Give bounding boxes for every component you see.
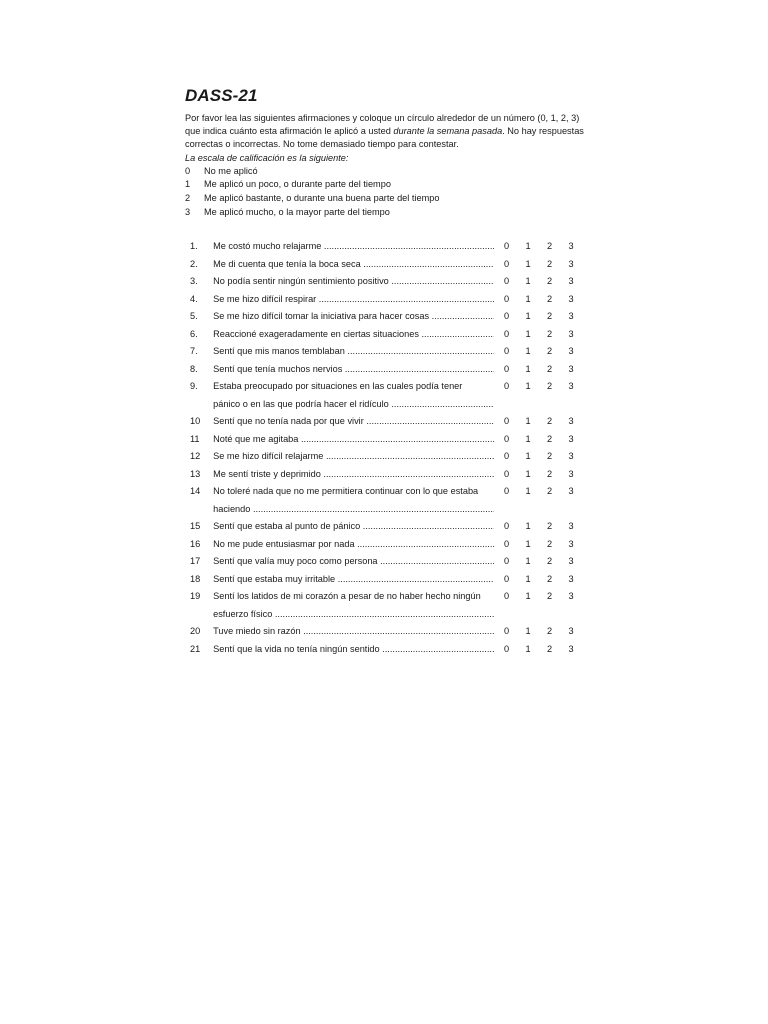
response-options bbox=[504, 413, 590, 431]
question-line: esfuerzo físico ..... bbox=[213, 606, 494, 624]
response-option[interactable]: 3 bbox=[568, 381, 574, 391]
question-line: No toleré nada que no me permitiera continuar con lo que estaba bbox=[213, 486, 479, 496]
question-text bbox=[213, 641, 494, 659]
question-text bbox=[213, 588, 494, 623]
response-option[interactable]: 1 bbox=[525, 556, 531, 566]
question-number: 16 bbox=[190, 538, 201, 549]
response-option[interactable]: 2 bbox=[547, 573, 553, 584]
response-option[interactable]: 0 bbox=[504, 433, 510, 444]
response-option[interactable]: 3 bbox=[568, 451, 574, 461]
question-item bbox=[190, 448, 590, 466]
response-options bbox=[504, 308, 590, 326]
response-option[interactable]: 3 bbox=[568, 363, 574, 374]
response-option[interactable]: 0 bbox=[504, 451, 510, 461]
response-option[interactable]: 2 bbox=[547, 521, 553, 531]
question-item bbox=[190, 413, 590, 431]
response-option[interactable]: 3 bbox=[568, 311, 574, 321]
response-option[interactable]: 3 bbox=[568, 328, 574, 339]
response-option[interactable]: 1 bbox=[525, 486, 531, 496]
question-text bbox=[213, 518, 494, 536]
question-number: 20 bbox=[190, 626, 201, 636]
question-text bbox=[213, 378, 494, 413]
question-number: 11 bbox=[190, 433, 200, 444]
response-option[interactable]: 0 bbox=[504, 311, 510, 321]
instructions-part1: Por favor lea las siguientes afirmaciones y coloque un círculo alrededor de un número (0, 1, 2, 3) que indica cuánto esta afirmación le aplicó a usted bbox=[185, 113, 580, 137]
question-line: Me costó mucho relajarme ..... bbox=[213, 238, 494, 256]
question-item bbox=[190, 588, 590, 623]
response-option[interactable]: 2 bbox=[547, 468, 553, 479]
question-text bbox=[213, 431, 494, 449]
response-option[interactable]: 3 bbox=[568, 556, 574, 566]
response-options bbox=[504, 483, 590, 518]
question-number: 17 bbox=[190, 556, 201, 566]
scale-row bbox=[185, 206, 585, 220]
response-option[interactable]: 0 bbox=[504, 258, 510, 269]
question-text bbox=[213, 536, 494, 554]
response-options bbox=[504, 326, 590, 344]
response-option[interactable]: 2 bbox=[547, 538, 553, 549]
response-option[interactable]: 0 bbox=[504, 521, 510, 531]
question-item bbox=[190, 378, 590, 413]
response-option[interactable]: 3 bbox=[568, 521, 574, 531]
instructions-part2: . No hay respuestas correctas o incorrectas. No tome demasiado tiempo para contestar. bbox=[185, 126, 584, 150]
question-number: 6. bbox=[190, 328, 198, 339]
question-item bbox=[190, 466, 590, 484]
response-option[interactable]: 1 bbox=[525, 311, 531, 321]
question-item bbox=[190, 641, 590, 659]
response-option[interactable]: 3 bbox=[568, 346, 574, 356]
question-line: haciendo ..... bbox=[213, 501, 494, 519]
question-line: Sentí que tenía muchos nervios ..... bbox=[213, 361, 494, 379]
response-option[interactable]: 1 bbox=[525, 433, 531, 444]
scale-description: Me aplicó un poco, o durante parte del tiempo bbox=[204, 179, 391, 190]
response-option[interactable]: 0 bbox=[504, 643, 510, 654]
question-item bbox=[190, 623, 590, 641]
question-item bbox=[190, 273, 590, 291]
scale-value: 0 bbox=[185, 165, 191, 176]
question-item bbox=[190, 431, 590, 449]
question-line: pánico o en las que podría hacer el ridículo ..... bbox=[213, 396, 494, 414]
response-options bbox=[504, 343, 590, 361]
question-number: 3. bbox=[190, 276, 198, 286]
response-options bbox=[504, 641, 590, 659]
question-text bbox=[213, 483, 494, 518]
response-option[interactable]: 0 bbox=[504, 293, 510, 304]
question-line: Sentí que no tenía nada por que vivir ..... bbox=[213, 413, 494, 431]
response-option[interactable]: 2 bbox=[547, 433, 553, 444]
question-number: 12 bbox=[190, 451, 201, 461]
response-option[interactable]: 1 bbox=[525, 293, 531, 304]
question-line: No me pude entusiasmar por nada ..... bbox=[213, 536, 494, 554]
question-text bbox=[213, 256, 494, 274]
question-text bbox=[213, 291, 494, 309]
response-options bbox=[504, 571, 590, 589]
response-option[interactable]: 2 bbox=[547, 276, 553, 286]
question-item bbox=[190, 571, 590, 589]
response-option[interactable]: 0 bbox=[504, 626, 510, 636]
question-line: Estaba preocupado por situaciones en las cuales podía tener bbox=[213, 381, 463, 391]
response-option[interactable]: 1 bbox=[525, 241, 531, 251]
response-options bbox=[504, 553, 590, 571]
question-line: Tuve miedo sin razón ..... bbox=[213, 623, 494, 641]
question-number: 4. bbox=[190, 293, 198, 304]
question-number: 7. bbox=[190, 346, 198, 356]
question-line: Se me hizo difícil relajarme ..... bbox=[213, 448, 494, 466]
response-option[interactable]: 3 bbox=[568, 643, 574, 654]
question-line: No podía sentir ningún sentimiento positivo ..... bbox=[213, 273, 494, 291]
question-number: 14 bbox=[190, 486, 201, 496]
response-option[interactable]: 1 bbox=[525, 276, 531, 286]
response-options bbox=[504, 536, 590, 554]
question-text bbox=[213, 308, 494, 326]
response-option[interactable]: 2 bbox=[547, 328, 553, 339]
question-line: Se me hizo difícil respirar ..... bbox=[213, 291, 494, 309]
question-line: Sentí que estaba al punto de pánico ..... bbox=[213, 518, 494, 536]
scale-description: Me aplicó mucho, o la mayor parte del tiempo bbox=[204, 206, 390, 217]
response-option[interactable]: 0 bbox=[504, 363, 510, 374]
response-option[interactable]: 3 bbox=[568, 626, 574, 636]
response-option[interactable]: 0 bbox=[504, 556, 510, 566]
question-number: 13 bbox=[190, 468, 201, 479]
response-option[interactable]: 2 bbox=[547, 311, 553, 321]
response-option[interactable]: 2 bbox=[547, 363, 553, 374]
response-option[interactable]: 3 bbox=[568, 573, 574, 584]
scale-description: Me aplicó bastante, o durante una buena parte del tiempo bbox=[204, 193, 440, 203]
response-option[interactable]: 2 bbox=[547, 258, 553, 269]
response-option[interactable]: 3 bbox=[568, 433, 574, 444]
question-text bbox=[213, 238, 494, 256]
question-text bbox=[213, 448, 494, 466]
response-option[interactable]: 0 bbox=[504, 591, 510, 601]
response-option[interactable]: 0 bbox=[504, 538, 510, 549]
question-number: 21 bbox=[190, 643, 201, 654]
response-options bbox=[504, 291, 590, 309]
response-option[interactable]: 2 bbox=[547, 591, 553, 601]
response-options bbox=[504, 378, 590, 413]
scale-description: No me aplicó bbox=[204, 165, 258, 176]
response-option[interactable]: 2 bbox=[547, 556, 553, 566]
question-item bbox=[190, 536, 590, 554]
response-option[interactable]: 3 bbox=[568, 538, 574, 549]
response-option[interactable]: 1 bbox=[525, 591, 531, 601]
response-option[interactable]: 3 bbox=[568, 486, 574, 496]
response-options bbox=[504, 273, 590, 291]
response-option[interactable]: 3 bbox=[568, 258, 574, 269]
question-text bbox=[213, 273, 494, 291]
question-item bbox=[190, 291, 590, 309]
response-option[interactable]: 2 bbox=[547, 451, 553, 461]
question-item bbox=[190, 361, 590, 379]
response-option[interactable]: 1 bbox=[525, 381, 531, 391]
question-line: Sentí los latidos de mi corazón a pesar de no haber hecho ningún bbox=[213, 591, 481, 601]
question-line: Me di cuenta que tenía la boca seca ..... bbox=[213, 256, 494, 274]
response-option[interactable]: 2 bbox=[547, 241, 553, 251]
response-option[interactable]: 3 bbox=[568, 468, 574, 479]
question-text bbox=[213, 343, 494, 361]
response-option[interactable]: 1 bbox=[525, 643, 531, 654]
response-option[interactable]: 1 bbox=[525, 626, 531, 636]
question-line: Sentí que mis manos temblaban ..... bbox=[213, 343, 494, 361]
question-item bbox=[190, 483, 590, 518]
page-title: DASS-21 bbox=[185, 86, 258, 105]
question-number: 5. bbox=[190, 311, 198, 321]
response-option[interactable]: 2 bbox=[547, 643, 553, 654]
question-line: Reaccioné exageradamente en ciertas situaciones ..... bbox=[213, 326, 494, 344]
response-option[interactable]: 1 bbox=[525, 258, 531, 269]
response-option[interactable]: 1 bbox=[525, 328, 531, 339]
response-options bbox=[504, 448, 590, 466]
scale-row bbox=[185, 165, 585, 179]
response-option[interactable]: 2 bbox=[547, 293, 553, 304]
question-line: Se me hizo difícil tomar la iniciativa para hacer cosas ..... bbox=[213, 308, 494, 326]
response-option[interactable]: 2 bbox=[547, 626, 553, 636]
question-item bbox=[190, 518, 590, 536]
scale-value: 1 bbox=[185, 179, 191, 190]
question-item bbox=[190, 343, 590, 361]
question-text bbox=[213, 571, 494, 589]
response-option[interactable]: 0 bbox=[504, 328, 510, 339]
instructions bbox=[185, 112, 585, 152]
question-item bbox=[190, 256, 590, 274]
response-option[interactable]: 1 bbox=[525, 363, 531, 374]
response-options bbox=[504, 588, 590, 623]
response-option[interactable]: 3 bbox=[568, 591, 574, 601]
scale-row bbox=[185, 178, 585, 192]
response-option[interactable]: 1 bbox=[525, 573, 531, 584]
response-options bbox=[504, 623, 590, 641]
response-option[interactable]: 1 bbox=[525, 521, 531, 531]
instructions-emphasis: durante la semana pasada bbox=[393, 126, 503, 137]
question-text bbox=[213, 326, 494, 344]
question-text bbox=[213, 361, 494, 379]
question-text bbox=[213, 553, 494, 571]
response-option[interactable]: 2 bbox=[547, 346, 553, 356]
question-item bbox=[190, 238, 590, 256]
question-line: Noté que me agitaba ..... bbox=[213, 431, 494, 449]
response-option[interactable]: 0 bbox=[504, 486, 510, 496]
response-options bbox=[504, 466, 590, 484]
response-option[interactable]: 0 bbox=[504, 241, 510, 251]
question-number: 9. bbox=[190, 381, 198, 391]
rating-scale bbox=[185, 165, 585, 219]
question-number: 18 bbox=[190, 573, 201, 584]
response-options bbox=[504, 361, 590, 379]
response-options bbox=[504, 238, 590, 256]
response-option[interactable]: 1 bbox=[525, 416, 531, 426]
question-line: Sentí que valía muy poco como persona ..... bbox=[213, 553, 494, 571]
item-list bbox=[190, 238, 590, 658]
response-option[interactable]: 0 bbox=[504, 276, 510, 286]
question-text bbox=[213, 413, 494, 431]
question-number: 2. bbox=[190, 258, 198, 269]
response-option[interactable]: 1 bbox=[525, 346, 531, 356]
question-text bbox=[213, 466, 494, 484]
question-number: 19 bbox=[190, 591, 201, 601]
question-text bbox=[213, 623, 494, 641]
response-option[interactable]: 1 bbox=[525, 538, 531, 549]
scale-value: 3 bbox=[185, 206, 191, 217]
question-number: 15 bbox=[190, 521, 201, 531]
question-number: 8. bbox=[190, 363, 198, 374]
question-item bbox=[190, 326, 590, 344]
question-number: 1. bbox=[190, 241, 198, 251]
response-option[interactable]: 3 bbox=[568, 293, 574, 304]
response-option[interactable]: 2 bbox=[547, 381, 553, 391]
question-line: Me sentí triste y deprimido ..... bbox=[213, 466, 494, 484]
scale-value: 2 bbox=[185, 193, 191, 203]
response-option[interactable]: 0 bbox=[504, 416, 510, 426]
response-option[interactable]: 0 bbox=[504, 346, 510, 356]
response-options bbox=[504, 256, 590, 274]
response-option[interactable]: 0 bbox=[504, 573, 510, 584]
question-line: Sentí que estaba muy irritable ..... bbox=[213, 571, 494, 589]
question-item bbox=[190, 308, 590, 326]
response-options bbox=[504, 518, 590, 536]
response-option[interactable]: 2 bbox=[547, 416, 553, 426]
response-option[interactable]: 3 bbox=[568, 416, 574, 426]
question-line: Sentí que la vida no tenía ningún sentido ..... bbox=[213, 641, 494, 659]
response-option[interactable]: 3 bbox=[568, 241, 574, 251]
question-item bbox=[190, 553, 590, 571]
response-option[interactable]: 2 bbox=[547, 486, 553, 496]
question-number: 10 bbox=[190, 416, 201, 426]
scale-heading: La escala de calificación es la siguiente: bbox=[185, 152, 349, 163]
response-option[interactable]: 0 bbox=[504, 468, 510, 479]
response-option[interactable]: 3 bbox=[568, 276, 574, 286]
response-option[interactable]: 0 bbox=[504, 381, 510, 391]
response-option[interactable]: 1 bbox=[525, 468, 531, 479]
response-option[interactable]: 1 bbox=[525, 451, 531, 461]
response-options bbox=[504, 431, 590, 449]
questionnaire-header bbox=[185, 86, 585, 219]
scale-row bbox=[185, 192, 585, 206]
